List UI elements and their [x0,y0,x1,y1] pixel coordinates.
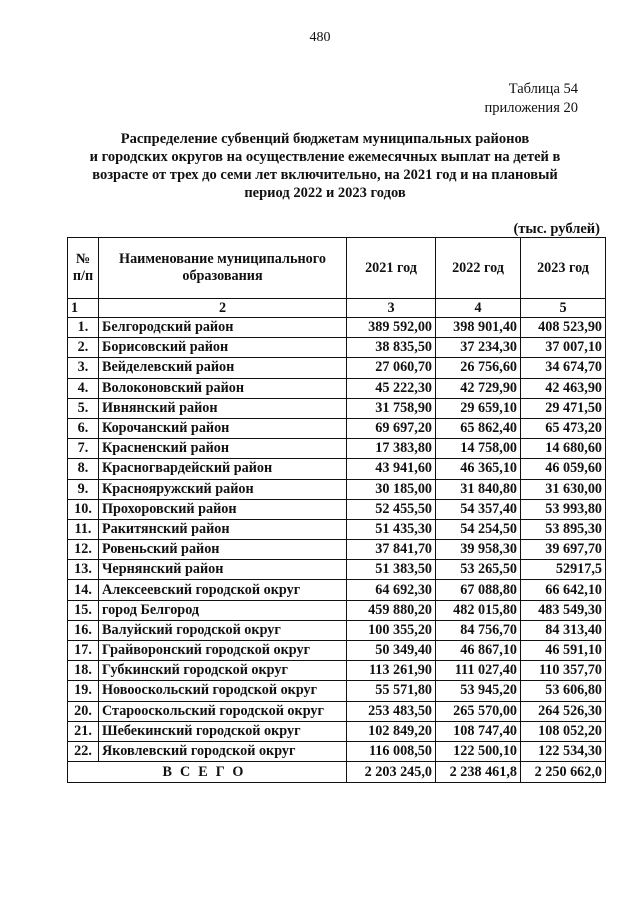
row-number: 13. [68,560,99,580]
value-2023: 84 313,40 [521,620,606,640]
value-2021: 31 758,90 [347,398,436,418]
value-2022: 67 088,80 [436,580,521,600]
table-row [68,338,606,358]
units-label: (тыс. рублей) [513,221,600,237]
table-row [68,600,606,620]
value-2023: 264 526,30 [521,701,606,721]
value-2021: 253 483,50 [347,701,436,721]
value-2021: 38 835,50 [347,338,436,358]
value-2023: 39 697,70 [521,540,606,560]
row-number: 11. [68,519,99,539]
value-2021: 37 841,70 [347,540,436,560]
table-label [485,80,578,118]
row-number: 19. [68,681,99,701]
document-title [60,130,590,202]
value-2023: 46 059,60 [521,459,606,479]
value-2021: 17 383,80 [347,439,436,459]
table-row [68,540,606,560]
value-2023: 108 052,20 [521,721,606,741]
value-2023: 483 549,30 [521,600,606,620]
table-row [68,580,606,600]
index-cell: 2 [99,299,347,318]
table-row [68,560,606,580]
municipality-name: Грайворонский городской округ [99,641,347,661]
subsidy-table [67,237,606,783]
table-row [68,459,606,479]
municipality-name: Чернянский район [99,560,347,580]
value-2022: 108 747,40 [436,721,521,741]
value-2023: 37 007,10 [521,338,606,358]
table-body [68,318,606,762]
value-2021: 459 880,20 [347,600,436,620]
municipality-name: Шебекинский городской округ [99,721,347,741]
value-2023: 34 674,70 [521,358,606,378]
row-number: 5. [68,398,99,418]
table-row [68,479,606,499]
value-2021: 30 185,00 [347,479,436,499]
header-row [68,238,606,299]
table-label-line2: приложения 20 [484,100,578,116]
header-num-line2: п/п [72,268,94,284]
value-2021: 50 349,40 [347,641,436,661]
value-2023: 53 993,80 [521,499,606,519]
row-number: 4. [68,378,99,398]
municipality-name: Белгородский район [99,318,347,338]
table-row [68,721,606,741]
value-2022: 53 945,20 [436,681,521,701]
value-2022: 46 365,10 [436,459,521,479]
municipality-name: Красногвардейский район [99,459,347,479]
row-number: 1. [68,318,99,338]
value-2021: 113 261,90 [347,661,436,681]
value-2022: 31 840,80 [436,479,521,499]
header-num [68,238,99,299]
table-row [68,499,606,519]
value-2022: 39 958,30 [436,540,521,560]
value-2023: 66 642,10 [521,580,606,600]
header-name-line2: образования [182,268,263,284]
value-2021: 102 849,20 [347,721,436,741]
municipality-name: Алексеевский городской округ [99,580,347,600]
table-row [68,661,606,681]
row-number: 2. [68,338,99,358]
value-2023: 53 895,30 [521,519,606,539]
municipality-name: Ровеньский район [99,540,347,560]
header-num-line1: № [75,251,91,267]
row-number: 22. [68,741,99,761]
index-cell: 3 [347,299,436,318]
value-2022: 398 901,40 [436,318,521,338]
value-2022: 26 756,60 [436,358,521,378]
index-cell: 1 [68,299,99,318]
table-row [68,681,606,701]
row-number: 18. [68,661,99,681]
value-2023: 29 471,50 [521,398,606,418]
table-row [68,439,606,459]
value-2022: 14 758,00 [436,439,521,459]
municipality-name: Краснояружский район [99,479,347,499]
municipality-name: Валуйский городской округ [99,620,347,640]
value-2021: 116 008,50 [347,741,436,761]
value-2021: 52 455,50 [347,499,436,519]
value-2021: 100 355,20 [347,620,436,640]
total-2023: 2 250 662,0 [521,762,606,783]
row-number: 10. [68,499,99,519]
value-2022: 42 729,90 [436,378,521,398]
value-2023: 53 606,80 [521,681,606,701]
value-2021: 51 435,30 [347,519,436,539]
value-2023: 42 463,90 [521,378,606,398]
total-row [68,762,606,783]
municipality-name: Корочанский район [99,418,347,438]
value-2022: 46 867,10 [436,641,521,661]
value-2021: 389 592,00 [347,318,436,338]
row-number: 6. [68,418,99,438]
table-row [68,620,606,640]
row-number: 17. [68,641,99,661]
header-2023: 2023 год [521,238,606,299]
title-line1: Распределение субвенций бюджетам муниципальных районов [120,131,530,147]
row-number: 14. [68,580,99,600]
index-row [68,299,606,318]
table-row [68,741,606,761]
value-2022: 482 015,80 [436,600,521,620]
municipality-name: Новооскольский городской округ [99,681,347,701]
header-name-line1: Наименование муниципального [119,251,326,267]
value-2023: 46 591,10 [521,641,606,661]
value-2022: 84 756,70 [436,620,521,640]
value-2022: 29 659,10 [436,398,521,418]
value-2022: 65 862,40 [436,418,521,438]
municipality-name: Яковлевский городской округ [99,741,347,761]
header-name [99,238,347,299]
value-2023: 31 630,00 [521,479,606,499]
row-number: 8. [68,459,99,479]
value-2021: 55 571,80 [347,681,436,701]
municipality-name: Ракитянский район [99,519,347,539]
table-row [68,398,606,418]
value-2021: 64 692,30 [347,580,436,600]
table-row [68,519,606,539]
total-2022: 2 238 461,8 [436,762,521,783]
row-number: 20. [68,701,99,721]
row-number: 7. [68,439,99,459]
index-cell: 5 [521,299,606,318]
title-line4: период 2022 и 2023 годов [244,185,406,201]
table-label-line1: Таблица 54 [508,81,578,97]
municipality-name: Волоконовский район [99,378,347,398]
value-2023: 52917,5 [521,560,606,580]
municipality-name: Ивнянский район [99,398,347,418]
row-number: 9. [68,479,99,499]
value-2021: 69 697,20 [347,418,436,438]
total-2021: 2 203 245,0 [347,762,436,783]
value-2022: 37 234,30 [436,338,521,358]
value-2021: 27 060,70 [347,358,436,378]
table-row [68,318,606,338]
value-2023: 408 523,90 [521,318,606,338]
index-cell: 4 [436,299,521,318]
row-number: 21. [68,721,99,741]
table-row [68,378,606,398]
value-2022: 54 254,50 [436,519,521,539]
value-2021: 45 222,30 [347,378,436,398]
table-row [68,358,606,378]
municipality-name: город Белгород [99,600,347,620]
page-number: 480 [309,30,331,45]
municipality-name: Вейделевский район [99,358,347,378]
value-2021: 43 941,60 [347,459,436,479]
municipality-name: Борисовский район [99,338,347,358]
title-line2: и городских округов на осуществление ежемесячных выплат на детей в [89,149,561,165]
municipality-name: Губкинский городской округ [99,661,347,681]
row-number: 12. [68,540,99,560]
row-number: 15. [68,600,99,620]
municipality-name: Старооскольский городской округ [99,701,347,721]
table-row [68,641,606,661]
value-2022: 122 500,10 [436,741,521,761]
table-row [68,701,606,721]
municipality-name: Красненский район [99,439,347,459]
header-2022: 2022 год [436,238,521,299]
value-2022: 265 570,00 [436,701,521,721]
row-number: 3. [68,358,99,378]
value-2022: 53 265,50 [436,560,521,580]
title-line3: возрасте от трех до семи лет включительно, на 2021 год и на плановый [92,167,558,183]
total-label: ВСЕГО [68,762,347,783]
value-2023: 122 534,30 [521,741,606,761]
table-row [68,418,606,438]
value-2023: 14 680,60 [521,439,606,459]
value-2022: 54 357,40 [436,499,521,519]
value-2023: 65 473,20 [521,418,606,438]
value-2023: 110 357,70 [521,661,606,681]
row-number: 16. [68,620,99,640]
value-2021: 51 383,50 [347,560,436,580]
value-2022: 111 027,40 [436,661,521,681]
header-2021: 2021 год [347,238,436,299]
municipality-name: Прохоровский район [99,499,347,519]
